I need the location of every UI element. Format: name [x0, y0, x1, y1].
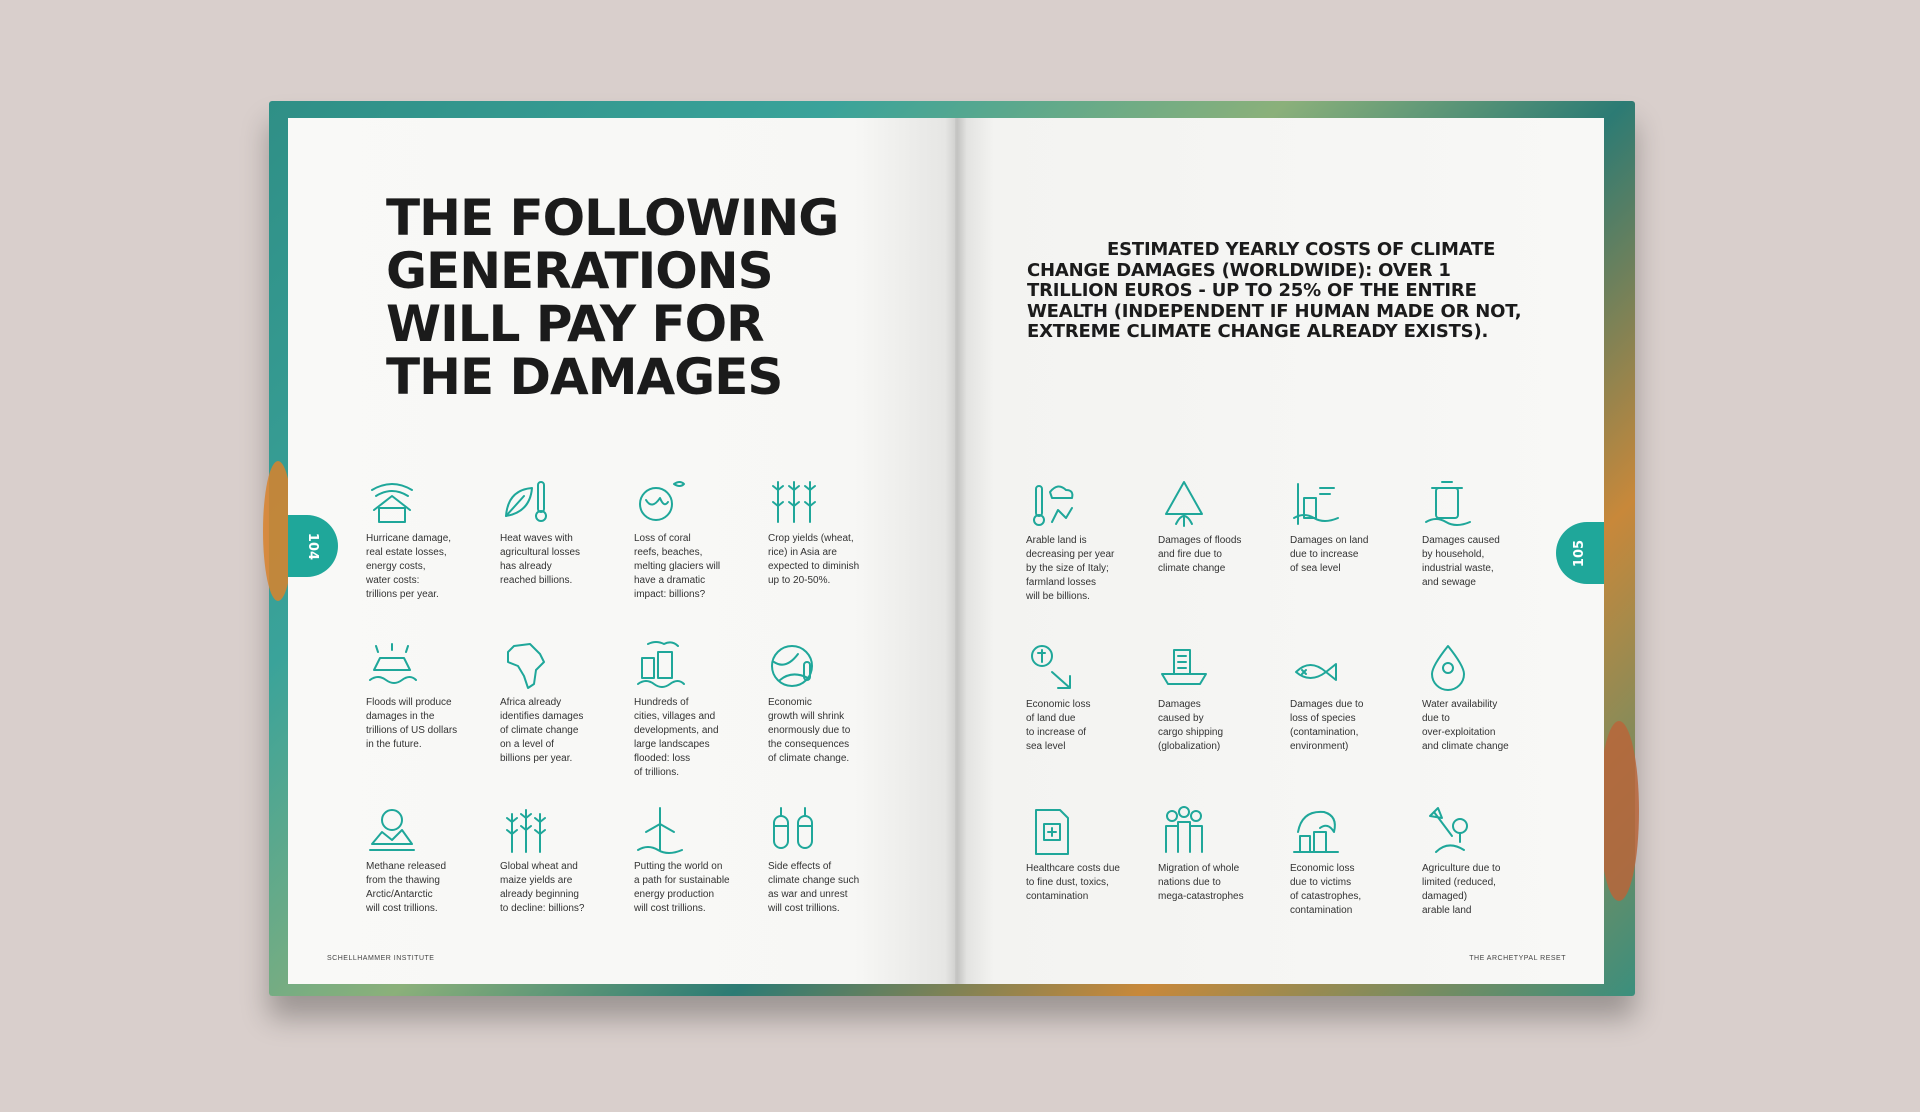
info-item — [768, 476, 878, 588]
info-item — [1158, 806, 1268, 904]
footer-publisher: SCHELLHAMMER INSTITUTE — [327, 955, 435, 962]
info-item-text: Africa already identifies damages of climate change on a level of billions per year. — [500, 697, 584, 764]
info-item — [1422, 642, 1532, 754]
medical-document-icon — [1026, 806, 1078, 858]
info-item-text: Global wheat and maize yields are already beginning to decline: billions? — [500, 861, 585, 914]
cargo-ship-icon — [1158, 642, 1210, 694]
info-item — [500, 804, 610, 916]
info-item — [1026, 642, 1136, 754]
info-item — [366, 640, 476, 752]
info-item-text: Putting the world on a path for sustainable energy production will cost trillions. — [634, 861, 730, 914]
footer-book-title: THE ARCHETYPAL RESET — [1469, 955, 1566, 962]
info-item-text: Agriculture due to limited (reduced, damaged) arable land — [1422, 863, 1501, 916]
info-item-text: Damages caused by household, industrial waste, and sewage — [1422, 535, 1500, 588]
bombs-icon — [768, 804, 820, 856]
info-item-text: Arable land is decreasing per year by the size of Italy; farmland losses will be billions. — [1026, 535, 1115, 602]
axe-trees-icon — [1422, 806, 1474, 858]
open-book — [269, 101, 1635, 996]
info-item — [768, 804, 878, 916]
flooded-city-icon — [634, 640, 686, 692]
info-item — [1026, 806, 1136, 904]
info-item — [634, 476, 744, 602]
info-item-text: Damages due to loss of species (contamination, environment) — [1290, 699, 1364, 752]
page-title: THE FOLLOWING GENERATIONS WILL PAY FOR THE DAMAGES — [386, 189, 839, 406]
info-item-text: Damages caused by cargo shipping (globalization) — [1158, 699, 1224, 752]
page-number: 105 — [1572, 539, 1588, 567]
melting-ice-icon — [366, 804, 418, 856]
info-item-text: Hundreds of cities, villages and developments, and large landscapes flooded: loss of trillions. — [634, 697, 719, 778]
book-gutter — [945, 118, 967, 984]
waste-icon — [1422, 478, 1474, 530]
info-item-text: Economic loss due to victims of catastrophes, contamination — [1290, 863, 1362, 916]
info-item-text: Crop yields (wheat, rice) in Asia are expected to diminish up to 20-50%. — [768, 533, 860, 586]
crop-rows-icon — [768, 476, 820, 528]
info-item-text: Economic growth will shrink enormously due to the consequences of climate change. — [768, 697, 851, 764]
left-page — [288, 118, 955, 984]
info-item — [634, 804, 744, 916]
info-item-text: Loss of coral reefs, beaches, melting glaciers will have a dramatic impact: billions? — [634, 533, 721, 600]
info-item-text: Side effects of climate change such as war and unrest will cost trillions. — [768, 861, 860, 914]
tsunami-city-icon — [1290, 806, 1342, 858]
right-page — [955, 118, 1604, 984]
page-number: 104 — [305, 532, 321, 560]
coral-fish-icon — [634, 476, 686, 528]
cover-flower-deco — [1599, 721, 1639, 901]
info-item-text: Damages on land due to increase of sea level — [1290, 535, 1369, 574]
info-item-text: Damages of floods and fire due to climate change — [1158, 535, 1242, 574]
wind-turbine-icon — [634, 804, 686, 856]
page-headline: ESTIMATED YEARLY COSTS OF CLIMATE CHANGE DAMAGES (WORLDWIDE): OVER 1 TRILLION EUROS - UP TO 25% OF THE ENTIRE WEALTH (INDEPENDENT IF HUMAN MADE OR NOT, EXTREME CLIMATE CHANGE ALREADY EXISTS). — [1027, 239, 1522, 342]
info-item-text: Economic loss of land due to increase of sea level — [1026, 699, 1091, 752]
globe-thermometer-icon — [768, 640, 820, 692]
info-item — [366, 476, 476, 602]
sea-level-icon — [1290, 478, 1342, 530]
info-item — [500, 476, 610, 588]
info-item — [1026, 478, 1136, 604]
info-item — [1158, 642, 1268, 754]
info-item-text: Methane released from the thawing Arctic/Antarctic will cost trillions. — [366, 861, 447, 914]
info-item-text: Healthcare costs due to fine dust, toxics, contamination — [1026, 863, 1120, 902]
info-item — [1158, 478, 1268, 576]
info-item-text: Heat waves with agricultural losses has already reached billions. — [500, 533, 581, 586]
wheat-icon — [500, 804, 552, 856]
forest-fire-icon — [1158, 478, 1210, 530]
info-item-text: Water availability due to over-exploitation and climate change — [1422, 699, 1509, 752]
migration-people-icon — [1158, 806, 1210, 858]
hurricane-house-icon — [366, 476, 418, 528]
info-item — [1290, 642, 1400, 754]
info-item — [1422, 478, 1532, 590]
info-item — [366, 804, 476, 916]
flooded-car-icon — [366, 640, 418, 692]
info-item — [1290, 478, 1400, 576]
info-item-text: Migration of whole nations due to mega-catastrophes — [1158, 863, 1244, 902]
dead-fish-icon — [1290, 642, 1342, 694]
info-item — [500, 640, 610, 766]
page-number-tab — [1556, 522, 1604, 584]
africa-map-icon — [500, 640, 552, 692]
info-item — [1290, 806, 1400, 918]
water-drop-icon — [1422, 642, 1474, 694]
drought-land-icon — [1026, 478, 1078, 530]
info-item-text: Hurricane damage, real estate losses, energy costs, water costs: trillions per year. — [366, 533, 452, 600]
info-item — [1422, 806, 1532, 918]
info-item-text: Floods will produce damages in the trillions of US dollars in the future. — [366, 697, 458, 750]
money-loss-icon — [1026, 642, 1078, 694]
info-item — [768, 640, 878, 766]
page-number-tab — [288, 515, 338, 577]
leaf-thermometer-icon — [500, 476, 552, 528]
info-item — [634, 640, 744, 780]
